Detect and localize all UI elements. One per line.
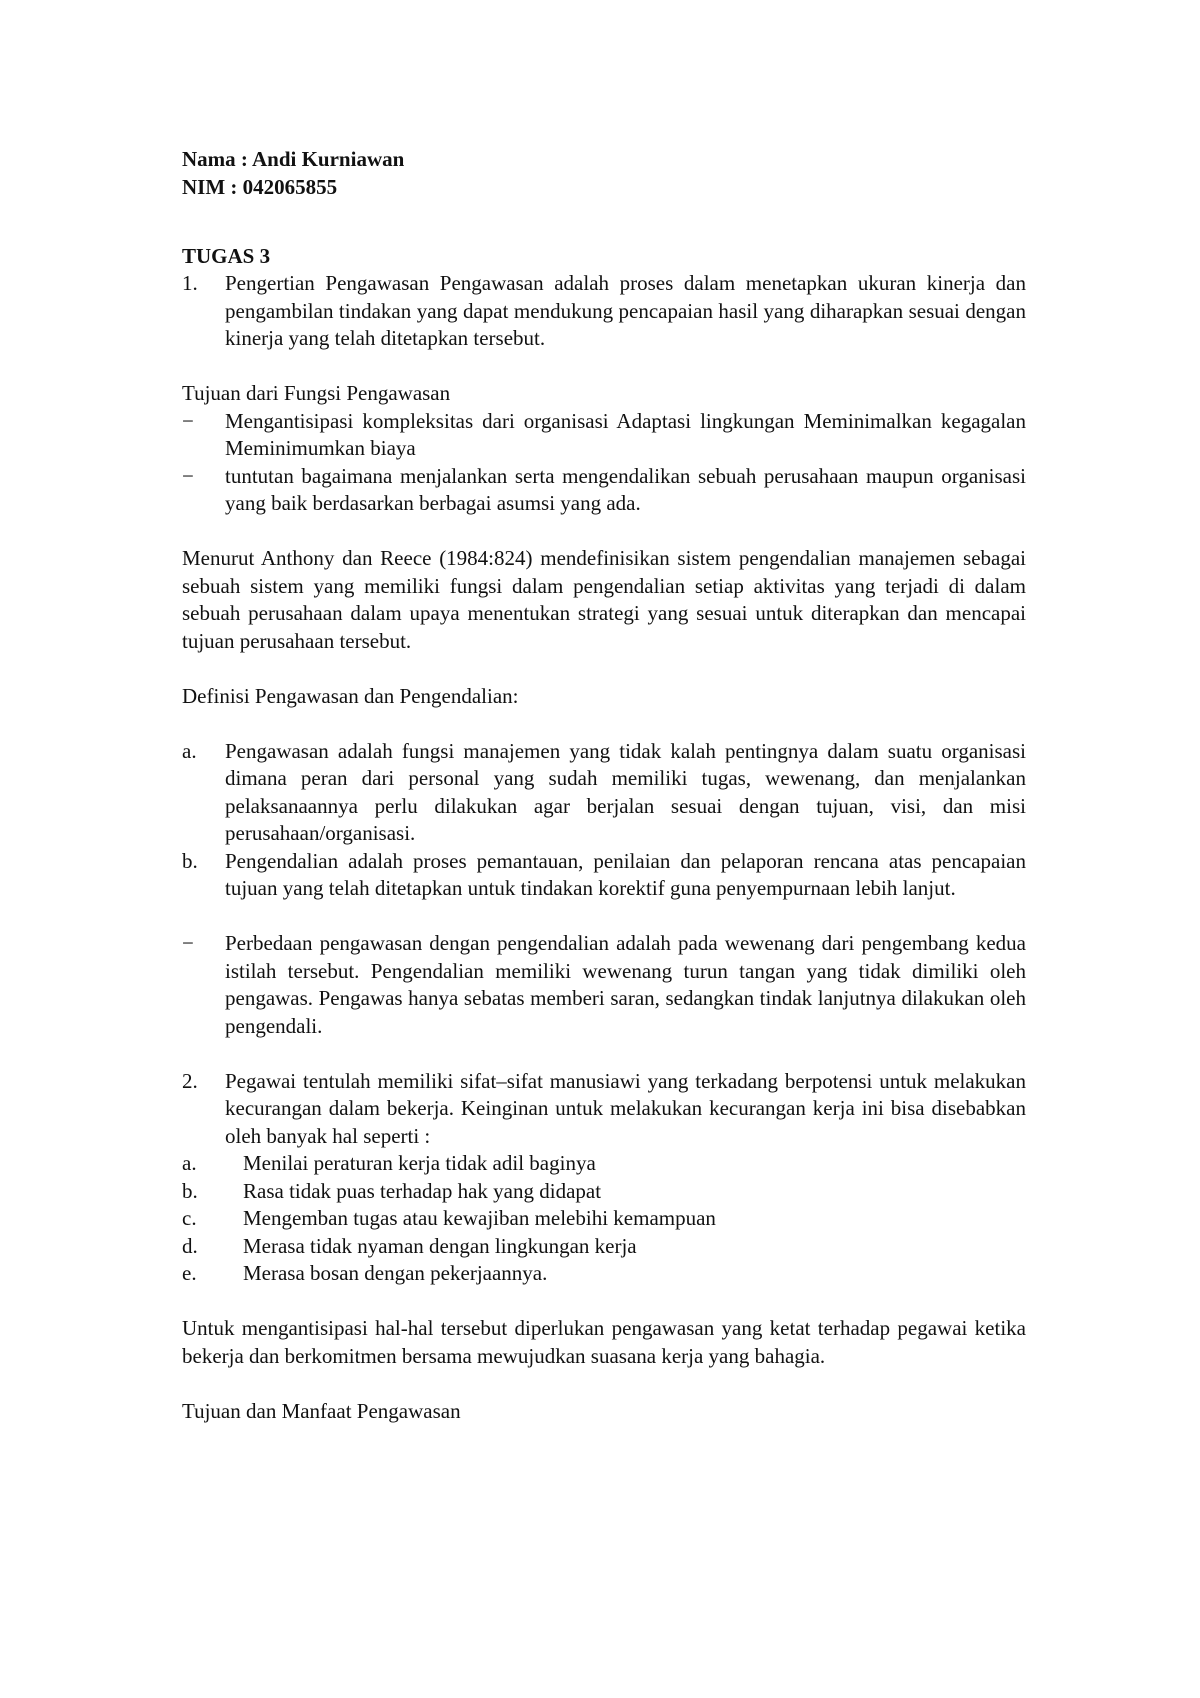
- list-item-text: Merasa tidak nyaman dengan lingkungan kerja: [243, 1233, 637, 1258]
- anthony-paragraph: Menurut Anthony dan Reece (1984:824) mendefinisikan sistem pengendalian manajemen sebagai sebuah sistem yang memiliki fungsi dalam pengendalian setiap aktivitas yang terjadi di dalam sebuah perusahaan dalam upaya menentukan strategi yang sesuai untuk diterapkan dan mencapai tujuan perusahaan tersebut.: [182, 546, 1026, 653]
- list-item: [182, 1205, 1026, 1233]
- list-item: [182, 1178, 1026, 1206]
- list-item: [182, 1233, 1026, 1261]
- dash-bullet: −: [182, 463, 194, 488]
- list-item-text: Pengawasan adalah fungsi manajemen yang tidak kalah pentingnya dalam suatu organisasi dimana peran dari personal yang sudah memiliki tugas, wewenang, dan menjalankan pelaksanaannya perlu dilakukan agar berjalan sesuai dengan tujuan, visi, dan misi perusahaan/organisasi.: [225, 738, 1026, 845]
- question-1-text: Pengertian Pengawasan Pengawasan adalah proses dalam menetapkan ukuran kinerja dan pengambilan tindakan yang dapat mendukung pencapaian hasil yang diharapkan sesuai dengan kinerja yang telah ditetapkan tersebut.: [225, 271, 1026, 350]
- question-2: [182, 1068, 1026, 1151]
- list-item: [182, 463, 1026, 518]
- list-item-text: Mengemban tugas atau kewajiban melebihi kemampuan: [243, 1206, 716, 1230]
- list-item: [182, 1150, 1026, 1178]
- tujuan-manfaat-heading: Tujuan dan Manfaat Pengawasan: [182, 1398, 461, 1423]
- question-1-number: 1.: [182, 271, 198, 295]
- list-letter: a.: [182, 738, 197, 763]
- student-name: Nama : Andi Kurniawan: [182, 147, 405, 171]
- list-item: [182, 1260, 1026, 1288]
- dash-bullet: −: [182, 931, 194, 955]
- question-2-text: Pegawai tentulah memiliki sifat–sifat manusiawi yang terkadang berpotensi untuk melakukan kecurangan dalam bekerja. Keinginan untuk melakukan kecurangan kerja ini bisa disebabkan oleh banyak hal seperti :: [225, 1068, 1026, 1148]
- perbedaan-text: Perbedaan pengawasan dengan pengendalian adalah pada wewenang dari pengembang kedua istilah tersebut. Pengendalian memiliki wewenang turun tangan yang tidak dimiliki oleh pengawas. Pengawas hanya sebatas memberi saran, sedangkan tindak lanjutnya dilakukan oleh pengendali.: [225, 931, 1026, 1038]
- list-item-text: tuntutan bagaimana menjalankan serta mengendalikan sebuah perusahaan maupun organisasi yang baik berdasarkan berbagai asumsi yang ada.: [225, 463, 1026, 515]
- list-letter: b.: [182, 848, 198, 873]
- tujuan-fungsi-heading: Tujuan dari Fungsi Pengawasan: [182, 381, 451, 405]
- list-letter: a.: [182, 1151, 197, 1175]
- dash-bullet: −: [182, 408, 194, 433]
- list-item-text: Rasa tidak puas terhadap hak yang didapat: [243, 1178, 602, 1203]
- list-letter: b.: [182, 1178, 198, 1203]
- list-item: [182, 848, 1026, 903]
- perbedaan-item: [182, 930, 1026, 1040]
- student-nim: NIM : 042065855: [182, 174, 338, 199]
- antisipasi-paragraph: Untuk mengantisipasi hal-hal tersebut diperlukan pengawasan yang ketat terhadap pegawai ketika bekerja dan berkomitmen bersama mewujudkan suasana kerja yang bahagia.: [182, 1316, 1026, 1368]
- document-body: [182, 146, 1026, 1425]
- list-letter: c.: [182, 1206, 197, 1230]
- list-item-text: Pengendalian adalah proses pemantauan, penilaian dan pelaporan rencana atas pencapaian tujuan yang telah ditetapkan untuk tindakan korektif guna penyempurnaan lebih lanjut.: [225, 848, 1026, 900]
- definisi-heading: Definisi Pengawasan dan Pengendalian:: [182, 683, 519, 708]
- list-item-text: Menilai peraturan kerja tidak adil baginya: [243, 1151, 596, 1175]
- list-item: [182, 738, 1026, 848]
- assignment-title: TUGAS 3: [182, 243, 271, 268]
- list-item-text: Merasa bosan dengan pekerjaannya.: [243, 1261, 548, 1285]
- list-letter: d.: [182, 1233, 198, 1258]
- question-1: [182, 270, 1026, 353]
- list-item: [182, 408, 1026, 463]
- list-item-text: Mengantisipasi kompleksitas dari organisasi Adaptasi lingkungan Meminimalkan kegagalan Meminimumkan biaya: [225, 408, 1026, 460]
- question-2-number: 2.: [182, 1068, 198, 1093]
- list-letter: e.: [182, 1261, 197, 1285]
